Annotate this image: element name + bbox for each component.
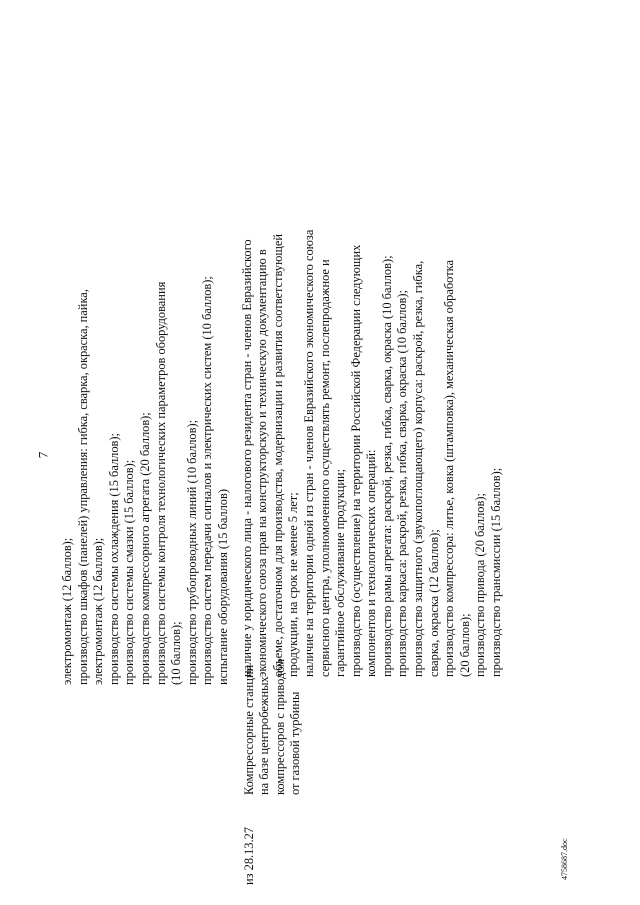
text-line: производство (осуществление) на территории Российской Федерации следующих xyxy=(348,244,363,677)
text-line: объеме, достаточном для производства, модернизации и развития соответствующей xyxy=(270,233,285,677)
text-line: производство системы охлаждения (15 баллов); xyxy=(106,433,121,685)
text-line: испытание оборудования (15 баллов) xyxy=(215,489,230,685)
text-line: экономического союза прав на конструкторскую и техническую документацию в xyxy=(255,249,270,677)
text-line: электромонтаж (12 баллов); xyxy=(60,537,74,685)
text-line: производство трансмиссии (15 баллов); xyxy=(489,467,504,677)
text-line: от газовой турбины xyxy=(288,691,303,795)
text-line: сварка, окраска (12 баллов); xyxy=(426,529,441,677)
text-line: производство шкафов (панелей) управления: гибка, сварка, окраска, пайка, xyxy=(75,289,90,685)
text-line: наличие на территории одной из стран - членов Евразийского экономического союза xyxy=(301,229,316,677)
text-line: производство каркаса: раскрой, резка, гибка, сварка, окраска (10 баллов); xyxy=(395,290,410,677)
rotated-page-content xyxy=(60,25,580,885)
text-line: на базе центробежных xyxy=(257,676,272,795)
text-line: производство защитного (звукопоглощающего) корпуса: раскрой, резка, гибка, xyxy=(411,260,426,677)
text-line: (10 баллов); xyxy=(169,621,184,685)
text-line: производство системы контроля технологических параметров оборудования xyxy=(153,281,168,685)
text-line: Компрессорные станции xyxy=(241,664,256,795)
table-row xyxy=(240,25,505,885)
text-line: компонентов и технологических операций: xyxy=(364,449,379,677)
text-line: производство трубопроводных линий (10 баллов); xyxy=(184,419,199,685)
text-line: производство систем передачи сигналов и электрических систем (10 баллов); xyxy=(200,276,215,685)
footer-file-name: 4758687.doc xyxy=(560,838,569,880)
product-name xyxy=(240,658,505,795)
text-line: производство привода (20 баллов); xyxy=(473,493,488,677)
text-line: производство рамы агрегата: раскрой, резка, гибка, сварка, окраска (10 баллов); xyxy=(379,255,394,677)
text-line: производство компрессора: литье, ковка (штамповка), механическая обработка xyxy=(442,260,457,677)
top-requirements-block xyxy=(60,25,232,685)
text-line: сервисного центра, уполномоченного осуществлять ремонт, послепродажное и xyxy=(317,259,332,677)
text-line: электромонтаж (12 баллов); xyxy=(91,537,106,685)
product-code: из 28.13.27 xyxy=(241,827,256,885)
text-line: производство компрессорного агрегата (20 баллов); xyxy=(137,412,152,685)
text-line: (20 баллов); xyxy=(457,613,472,677)
text-line: гарантийное обслуживание продукции; xyxy=(333,468,348,677)
page-number: 7 xyxy=(35,451,51,459)
requirements-cell xyxy=(240,25,505,677)
text-line: производство системы смазки (15 баллов); xyxy=(122,459,137,685)
text-line: компрессоров с приводом xyxy=(272,658,287,795)
text-line: продукции, на срок не менее 5 лет; xyxy=(286,492,301,677)
text-line: наличие у юридического лица - налогового резидента стран - членов Евразийского xyxy=(239,239,254,677)
